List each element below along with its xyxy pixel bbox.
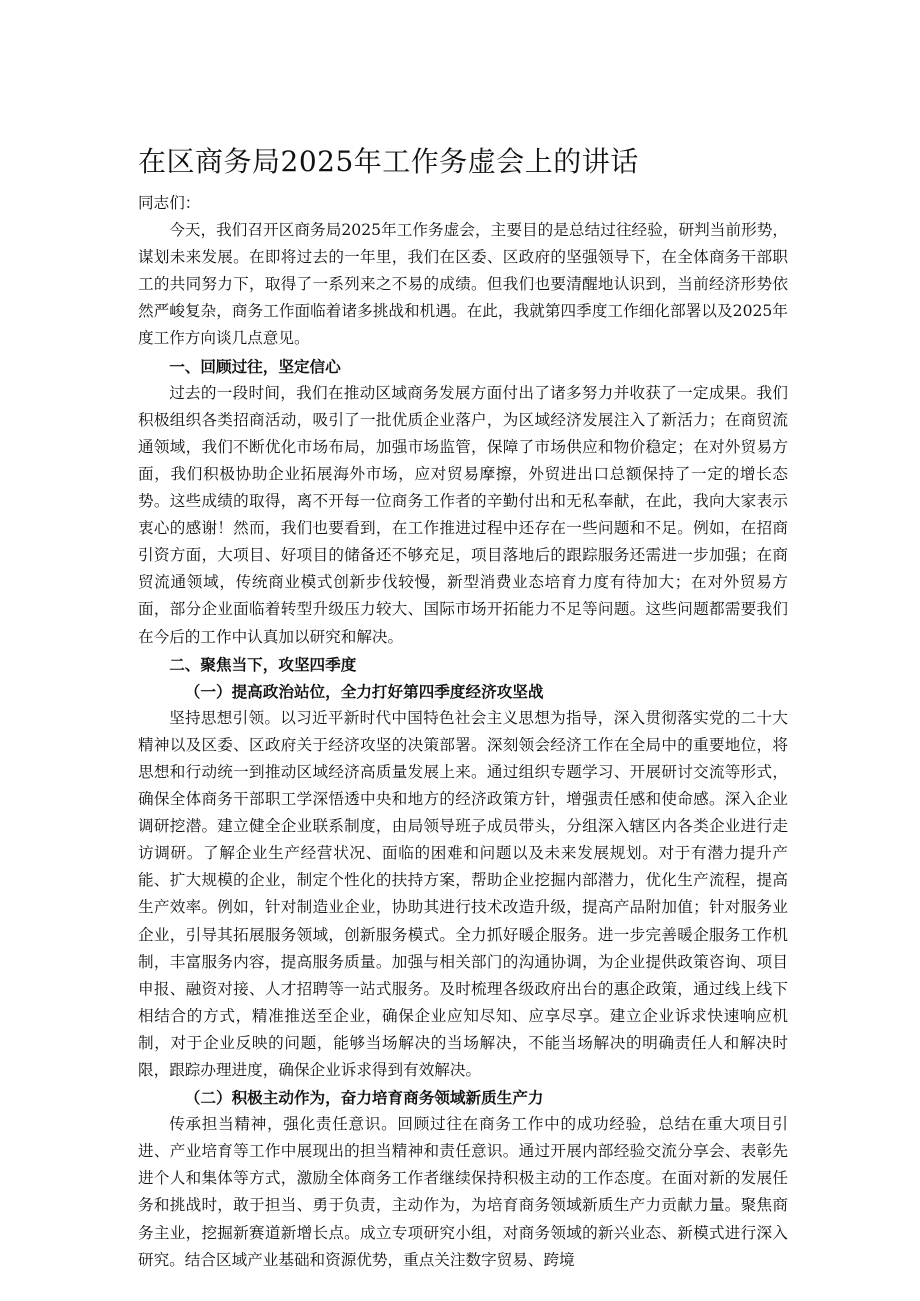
subsection-heading: （二）积极主动作为，奋力培育商务领域新质生产力 <box>184 1088 544 1108</box>
section-heading: 一、回顾过往，坚定信心 <box>169 356 341 376</box>
greeting: 同志们： <box>138 194 201 212</box>
document-title: 在区商务局2025年工作务虚会上的讲话 <box>138 145 639 178</box>
subsection-heading: （一）提高政治站位，全力打好第四季度经济攻坚战 <box>184 681 544 701</box>
section-paragraph: 过去的一段时间，我们在推动区域商务发展方面付出了诸多努力并收获了一定成果。我们积极组织各类招商活动，吸引了一批优质企业落户，为区域经济发展注入了新活力；在商贸流通领域，我们不断优化市场布局，加强市场监管，保障了市场供应和物价稳定；在对外贸易方面，我们积极协助企业拓展海外市场，应对贸易摩擦，外贸进出口总额保持了一定的增长态势。这些成绩的取得，离不开每一位商务工作者的辛勤付出和无私奉献，在此，我向大家表示衷心的感谢！然而，我们也要看到，在工作推进过程中还存在一些问题和不足。例如，在招商引资方面，大项目、好项目的储备还不够充足，项目落地后的跟踪服务还需进一步加强；在商贸流通领域，传统商业模式创新步伐较慢，新型消费业态培育力度有待加大；在对外贸易方面，部分企业面临着转型升级压力较大、国际市场开拓能力不足等问题。这些问题都需要我们在今后的工作中认真加以研究和解决。 <box>138 383 788 646</box>
subsection-paragraph: 坚持思想引领。以习近平新时代中国特色社会主义思想为指导，深入贯彻落实党的二十大精神以及区委、区政府关于经济攻坚的决策部署。深刻领会经济工作在全局中的重要地位，将思想和行动统一到推动区域经济高质量发展上来。通过组织专题学习、开展研讨交流等形式，确保全体商务干部职工学深悟透中央和地方的经济政策方针，增强责任感和使命感。深入企业调研挖潜。建立健全企业联系制度，由局领导班子成员带头，分组深入辖区内各类企业进行走访调研。了解企业生产经营状况、面临的困难和问题以及未来发展规划。对于有潜力提升产能、扩大规模的企业，制定个性化的扶持方案，帮助企业挖掘内部潜力，优化生产流程，提高生产效率。例如，针对制造业企业，协助其进行技术改造升级，提高产品附加值；针对服务业企业，引导其拓展服务领域，创新服务模式。全力抓好暖企服务。进一步完善暖企服务工作机制，丰富服务内容，提高服务质量。加强与相关部门的沟通协调，为企业提供政策咨询、项目申报、融资对接、人才招聘等一站式服务。及时梳理各级政府出台的惠企政策，通过线上线下相结合的方式，精准推送至企业，确保企业应知尽知、应享尽享。建立企业诉求快速响应机制，对于企业反映的问题，能够当场解决的当场解决，不能当场解决的明确责任人和解决时限，跟踪办理进度，确保企业诉求得到有效解决。 <box>138 708 788 1079</box>
document-body <box>138 190 788 1274</box>
subsection-paragraph: 传承担当精神，强化责任意识。回顾过往在商务工作中的成功经验，总结在重大项目引进、产业培育等工作中展现出的担当精神和责任意识。通过开展内部经验交流分享会、表彰先进个人和集体等方式，激励全体商务工作者继续保持积极主动的工作态度。在面对新的发展任务和挑战时，敢于担当、勇于负责，主动作为，为培育商务领域新质生产力贡献力量。聚焦商务主业，挖掘新赛道新增长点。成立专项研究小组，对商务领域的新兴业态、新模式进行深入研究。结合区域产业基础和资源优势，重点关注数字贸易、跨境 <box>138 1115 788 1269</box>
intro-paragraph: 今天，我们召开区商务局2025年工作务虚会，主要目的是总结过往经验，研判当前形势，谋划未来发展。在即将过去的一年里，我们在区委、区政府的坚强领导下，在全体商务干部职工的共同努力下，取得了一系列来之不易的成绩。但我们也要清醒地认识到，当前经济形势依然严峻复杂，商务工作面临着诸多挑战和机遇。在此，我就第四季度工作细化部署以及2025年度工作方向谈几点意见。 <box>138 221 788 348</box>
section-heading: 二、聚焦当下，攻坚四季度 <box>169 654 357 674</box>
